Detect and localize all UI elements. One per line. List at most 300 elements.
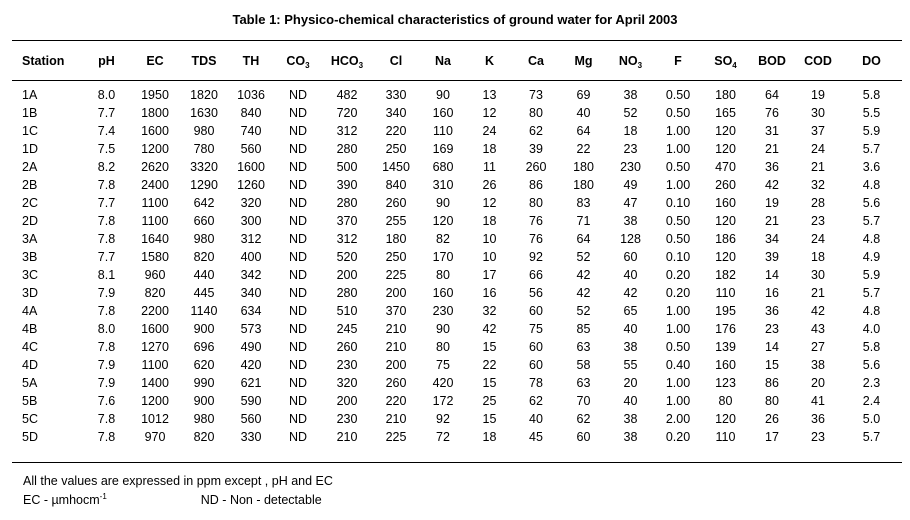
value-cell: 31 bbox=[765, 124, 779, 138]
value-cell: 120 bbox=[715, 142, 736, 156]
value-cell: ND bbox=[288, 358, 308, 372]
value-cell: 76 bbox=[529, 214, 543, 228]
value-cell: ND bbox=[288, 232, 308, 246]
value-cell: 176 bbox=[715, 322, 736, 336]
value-cell: 4.9 bbox=[862, 250, 881, 264]
station-cell: 5A bbox=[22, 376, 38, 390]
value-cell: 64 bbox=[576, 232, 591, 246]
value-cell: 5.6 bbox=[862, 196, 881, 210]
value-cell: 4.8 bbox=[862, 178, 881, 192]
value-cell: ND bbox=[288, 394, 308, 408]
value-cell: 62 bbox=[529, 394, 543, 408]
value-cell: 7.4 bbox=[97, 124, 116, 138]
value-cell: 71 bbox=[576, 214, 591, 228]
value-cell: 720 bbox=[336, 106, 358, 120]
value-cell: 19 bbox=[765, 196, 779, 210]
value-cell: 900 bbox=[193, 322, 215, 336]
value-cell: 1800 bbox=[141, 106, 169, 120]
value-cell: 342 bbox=[240, 268, 262, 282]
value-cell: 120 bbox=[715, 412, 736, 426]
value-cell: 230 bbox=[336, 412, 358, 426]
value-cell: 1200 bbox=[141, 394, 169, 408]
value-cell: ND bbox=[288, 250, 308, 264]
value-cell: 245 bbox=[336, 322, 358, 336]
value-cell: 182 bbox=[715, 268, 736, 282]
value-cell: 80 bbox=[529, 106, 543, 120]
value-cell: 38 bbox=[623, 412, 638, 426]
value-cell: 65 bbox=[623, 304, 638, 318]
value-cell: 160 bbox=[432, 106, 454, 120]
value-cell: 0.40 bbox=[665, 358, 691, 372]
value-cell: 160 bbox=[715, 358, 736, 372]
value-cell: 312 bbox=[240, 232, 262, 246]
value-cell: 470 bbox=[715, 160, 736, 174]
value-cell: 186 bbox=[715, 232, 736, 246]
value-cell: 5.7 bbox=[862, 142, 881, 156]
value-cell: 230 bbox=[432, 304, 454, 318]
value-cell: 10 bbox=[482, 232, 497, 246]
station-cell: 3B bbox=[22, 250, 38, 264]
table-row bbox=[12, 158, 902, 176]
column-header: Mg bbox=[574, 54, 593, 68]
value-cell: 210 bbox=[336, 430, 358, 444]
value-cell: 560 bbox=[240, 142, 262, 156]
value-cell: 76 bbox=[765, 106, 779, 120]
value-cell: 60 bbox=[529, 358, 543, 372]
header-rule bbox=[12, 80, 902, 81]
value-cell: 340 bbox=[385, 106, 407, 120]
value-cell: 740 bbox=[240, 124, 262, 138]
value-cell: ND bbox=[288, 160, 308, 174]
value-cell: 76 bbox=[529, 232, 543, 246]
value-cell: 60 bbox=[529, 340, 543, 354]
value-cell: 210 bbox=[385, 322, 407, 336]
station-cell: 1B bbox=[22, 106, 38, 120]
bottom-rule bbox=[12, 462, 902, 463]
value-cell: 15 bbox=[482, 376, 497, 390]
value-cell: 7.8 bbox=[97, 178, 116, 192]
value-cell: 7.8 bbox=[97, 412, 116, 426]
value-cell: 40 bbox=[529, 412, 543, 426]
column-header: COD bbox=[804, 54, 832, 68]
column-header: $SO_4$ bbox=[714, 54, 737, 70]
value-cell: 23 bbox=[811, 430, 825, 444]
value-cell: 1.00 bbox=[665, 394, 691, 408]
value-cell: 7.9 bbox=[97, 376, 116, 390]
value-cell: 21 bbox=[811, 160, 825, 174]
value-cell: 7.6 bbox=[97, 394, 116, 408]
value-cell: 400 bbox=[240, 250, 262, 264]
value-cell: 5.7 bbox=[862, 430, 881, 444]
value-cell: 5.8 bbox=[862, 88, 881, 102]
station-cell: 1A bbox=[22, 88, 38, 102]
value-cell: 230 bbox=[620, 160, 641, 174]
value-cell: 180 bbox=[573, 178, 594, 192]
value-cell: 170 bbox=[432, 250, 454, 264]
value-cell: 90 bbox=[436, 322, 450, 336]
value-cell: 27 bbox=[811, 340, 825, 354]
value-cell: 75 bbox=[529, 322, 543, 336]
value-cell: 0.20 bbox=[665, 430, 691, 444]
station-cell: 5B bbox=[22, 394, 38, 408]
value-cell: 62 bbox=[576, 412, 591, 426]
value-cell: 260 bbox=[385, 376, 407, 390]
value-cell: 370 bbox=[385, 304, 407, 318]
value-cell: 39 bbox=[529, 142, 543, 156]
value-cell: 820 bbox=[193, 250, 215, 264]
value-cell: 120 bbox=[715, 214, 736, 228]
value-cell: 180 bbox=[385, 232, 407, 246]
value-cell: 440 bbox=[193, 268, 215, 282]
footnote-ec-unit: EC - µmhocm$^{-1}$ bbox=[23, 492, 107, 507]
column-header: DO bbox=[862, 54, 881, 68]
station-cell: 5D bbox=[22, 430, 38, 444]
value-cell: 840 bbox=[240, 106, 262, 120]
value-cell: 2.00 bbox=[665, 412, 691, 426]
value-cell: 8.2 bbox=[97, 160, 116, 174]
value-cell: 17 bbox=[765, 430, 779, 444]
value-cell: 0.50 bbox=[665, 340, 691, 354]
value-cell: 1100 bbox=[141, 214, 169, 228]
value-cell: 900 bbox=[193, 394, 215, 408]
value-cell: 5.9 bbox=[862, 268, 881, 282]
value-cell: 621 bbox=[240, 376, 262, 390]
value-cell: 0.50 bbox=[665, 88, 691, 102]
value-cell: 0.50 bbox=[665, 214, 691, 228]
value-cell: 19 bbox=[811, 88, 825, 102]
value-cell: 28 bbox=[811, 196, 825, 210]
value-cell: 225 bbox=[385, 268, 407, 282]
value-cell: 250 bbox=[385, 250, 407, 264]
value-cell: 62 bbox=[529, 124, 543, 138]
value-cell: 7.5 bbox=[97, 142, 116, 156]
station-cell: 4C bbox=[22, 340, 38, 354]
value-cell: 73 bbox=[529, 88, 543, 102]
value-cell: 1580 bbox=[141, 250, 169, 264]
value-cell: 16 bbox=[482, 286, 497, 300]
value-cell: 20 bbox=[811, 376, 825, 390]
value-cell: ND bbox=[288, 376, 308, 390]
value-cell: 590 bbox=[240, 394, 262, 408]
value-cell: 32 bbox=[482, 304, 497, 318]
value-cell: 22 bbox=[482, 358, 497, 372]
value-cell: 560 bbox=[240, 412, 262, 426]
value-cell: 8.0 bbox=[97, 322, 116, 336]
value-cell: 24 bbox=[482, 124, 497, 138]
value-cell: 10 bbox=[482, 250, 497, 264]
table-row bbox=[12, 356, 902, 374]
value-cell: 960 bbox=[144, 268, 166, 282]
value-cell: 1270 bbox=[141, 340, 169, 354]
value-cell: 280 bbox=[336, 286, 358, 300]
value-cell: 160 bbox=[432, 286, 454, 300]
column-header: BOD bbox=[758, 54, 786, 68]
column-header: Cl bbox=[389, 54, 403, 68]
value-cell: 13 bbox=[482, 88, 497, 102]
table-row bbox=[12, 212, 902, 230]
value-cell: 980 bbox=[193, 124, 215, 138]
value-cell: 1640 bbox=[141, 232, 169, 246]
value-cell: 225 bbox=[385, 430, 407, 444]
value-cell: ND bbox=[288, 412, 308, 426]
value-cell: ND bbox=[288, 430, 308, 444]
value-cell: 43 bbox=[811, 322, 825, 336]
value-cell: 980 bbox=[193, 232, 215, 246]
value-cell: 60 bbox=[576, 430, 591, 444]
value-cell: 55 bbox=[623, 358, 638, 372]
table-row bbox=[12, 338, 902, 356]
value-cell: 1.00 bbox=[665, 142, 691, 156]
station-cell: 1D bbox=[22, 142, 38, 156]
value-cell: 2620 bbox=[141, 160, 169, 174]
value-cell: 34 bbox=[765, 232, 779, 246]
value-cell: 38 bbox=[623, 214, 638, 228]
value-cell: 49 bbox=[623, 178, 638, 192]
value-cell: ND bbox=[288, 268, 308, 282]
value-cell: 80 bbox=[436, 268, 450, 282]
table-row bbox=[12, 302, 902, 320]
value-cell: ND bbox=[288, 214, 308, 228]
table-row bbox=[12, 320, 902, 338]
value-cell: 12 bbox=[482, 106, 497, 120]
value-cell: 620 bbox=[193, 358, 215, 372]
value-cell: 210 bbox=[385, 340, 407, 354]
station-cell: 2C bbox=[22, 196, 38, 210]
value-cell: 32 bbox=[811, 178, 825, 192]
value-cell: 820 bbox=[193, 430, 215, 444]
value-cell: 3.6 bbox=[862, 160, 881, 174]
value-cell: 2400 bbox=[141, 178, 169, 192]
value-cell: 990 bbox=[193, 376, 215, 390]
value-cell: ND bbox=[288, 178, 308, 192]
value-cell: 39 bbox=[765, 250, 779, 264]
value-cell: 63 bbox=[576, 340, 591, 354]
value-cell: 7.8 bbox=[97, 232, 116, 246]
station-cell: 5C bbox=[22, 412, 38, 426]
value-cell: 500 bbox=[336, 160, 358, 174]
value-cell: 42 bbox=[482, 322, 497, 336]
table-row bbox=[12, 176, 902, 194]
value-cell: 92 bbox=[436, 412, 450, 426]
value-cell: 110 bbox=[715, 430, 736, 444]
value-cell: 250 bbox=[385, 142, 407, 156]
value-cell: 180 bbox=[715, 88, 736, 102]
value-cell: 0.10 bbox=[665, 250, 691, 264]
value-cell: 1260 bbox=[237, 178, 265, 192]
value-cell: 310 bbox=[432, 178, 454, 192]
value-cell: 7.8 bbox=[97, 304, 116, 318]
value-cell: 7.8 bbox=[97, 430, 116, 444]
value-cell: 52 bbox=[576, 304, 591, 318]
value-cell: 3320 bbox=[190, 160, 218, 174]
value-cell: 120 bbox=[432, 214, 454, 228]
value-cell: 1950 bbox=[141, 88, 169, 102]
value-cell: 56 bbox=[529, 286, 543, 300]
value-cell: 14 bbox=[765, 268, 779, 282]
value-cell: 210 bbox=[385, 412, 407, 426]
value-cell: 255 bbox=[385, 214, 407, 228]
value-cell: 72 bbox=[436, 430, 450, 444]
value-cell: 24 bbox=[811, 232, 825, 246]
value-cell: 86 bbox=[765, 376, 779, 390]
station-cell: 1C bbox=[22, 124, 38, 138]
column-header: Na bbox=[435, 54, 451, 68]
value-cell: 47 bbox=[623, 196, 638, 210]
value-cell: 1.00 bbox=[665, 124, 691, 138]
table-row bbox=[12, 248, 902, 266]
value-cell: 8.0 bbox=[97, 88, 116, 102]
footnote-nd-definition: ND - Non - detectable bbox=[200, 493, 322, 507]
value-cell: 0.20 bbox=[665, 268, 691, 282]
value-cell: 18 bbox=[811, 250, 825, 264]
value-cell: 23 bbox=[811, 214, 825, 228]
value-cell: 90 bbox=[436, 196, 450, 210]
value-cell: ND bbox=[288, 340, 308, 354]
value-cell: 18 bbox=[623, 124, 638, 138]
value-cell: 92 bbox=[529, 250, 543, 264]
value-cell: 15 bbox=[482, 412, 497, 426]
value-cell: 1200 bbox=[141, 142, 169, 156]
column-header: K bbox=[484, 54, 495, 68]
value-cell: 320 bbox=[336, 376, 358, 390]
value-cell: 60 bbox=[623, 250, 638, 264]
value-cell: 78 bbox=[529, 376, 543, 390]
value-cell: 195 bbox=[715, 304, 736, 318]
value-cell: 573 bbox=[240, 322, 262, 336]
value-cell: 4.8 bbox=[862, 304, 881, 318]
value-cell: 7.9 bbox=[97, 286, 116, 300]
footnote-units: All the values are expressed in ppm except , pH and EC bbox=[23, 474, 333, 488]
column-header: pH bbox=[98, 54, 115, 68]
value-cell: 1820 bbox=[190, 88, 218, 102]
value-cell: 420 bbox=[432, 376, 454, 390]
value-cell: 1036 bbox=[237, 88, 265, 102]
value-cell: 21 bbox=[765, 214, 779, 228]
value-cell: 80 bbox=[529, 196, 543, 210]
value-cell: 2.4 bbox=[862, 394, 881, 408]
table-row bbox=[12, 104, 902, 122]
value-cell: 23 bbox=[623, 142, 638, 156]
value-cell: 11 bbox=[483, 160, 496, 174]
value-cell: 38 bbox=[623, 88, 638, 102]
value-cell: 330 bbox=[240, 430, 262, 444]
value-cell: 169 bbox=[432, 142, 454, 156]
value-cell: 5.7 bbox=[862, 214, 881, 228]
value-cell: 38 bbox=[811, 358, 825, 372]
value-cell: 0.50 bbox=[665, 106, 691, 120]
value-cell: 660 bbox=[193, 214, 215, 228]
value-cell: 5.0 bbox=[862, 412, 881, 426]
value-cell: 30 bbox=[811, 106, 825, 120]
value-cell: 38 bbox=[623, 340, 638, 354]
table-row bbox=[12, 428, 902, 446]
value-cell: 5.5 bbox=[862, 106, 881, 120]
value-cell: 17 bbox=[482, 268, 497, 282]
value-cell: 45 bbox=[529, 430, 543, 444]
value-cell: 510 bbox=[336, 304, 358, 318]
value-cell: 260 bbox=[525, 160, 547, 174]
value-cell: 1630 bbox=[190, 106, 218, 120]
value-cell: 25 bbox=[482, 394, 497, 408]
value-cell: 83 bbox=[576, 196, 591, 210]
value-cell: 26 bbox=[482, 178, 497, 192]
value-cell: 52 bbox=[576, 250, 591, 264]
value-cell: 5.6 bbox=[862, 358, 881, 372]
value-cell: 110 bbox=[715, 286, 736, 300]
value-cell: 21 bbox=[765, 142, 779, 156]
value-cell: ND bbox=[288, 286, 308, 300]
value-cell: 200 bbox=[336, 394, 358, 408]
value-cell: 634 bbox=[240, 304, 262, 318]
value-cell: 390 bbox=[336, 178, 358, 192]
value-cell: 86 bbox=[529, 178, 543, 192]
table-row bbox=[12, 392, 902, 410]
value-cell: 1.00 bbox=[665, 178, 691, 192]
value-cell: 980 bbox=[193, 412, 215, 426]
table-row bbox=[12, 122, 902, 140]
value-cell: 520 bbox=[336, 250, 358, 264]
value-cell: 64 bbox=[765, 88, 779, 102]
value-cell: 7.8 bbox=[97, 214, 116, 228]
value-cell: 1600 bbox=[141, 124, 169, 138]
value-cell: ND bbox=[288, 322, 308, 336]
table-title: Table 1: Physico-chemical characteristics of ground water for April 2003 bbox=[232, 12, 678, 27]
value-cell: 0.10 bbox=[665, 196, 691, 210]
value-cell: 23 bbox=[765, 322, 779, 336]
value-cell: 66 bbox=[529, 268, 543, 282]
value-cell: 7.8 bbox=[97, 340, 116, 354]
value-cell: 260 bbox=[385, 196, 407, 210]
value-cell: 42 bbox=[765, 178, 779, 192]
value-cell: 840 bbox=[385, 178, 407, 192]
value-cell: 38 bbox=[623, 430, 638, 444]
value-cell: 120 bbox=[715, 250, 736, 264]
value-cell: 40 bbox=[623, 268, 638, 282]
table-row bbox=[12, 230, 902, 248]
value-cell: ND bbox=[288, 106, 308, 120]
value-cell: 15 bbox=[765, 358, 779, 372]
value-cell: 52 bbox=[623, 106, 638, 120]
value-cell: 1140 bbox=[190, 304, 218, 318]
value-cell: 24 bbox=[811, 142, 825, 156]
value-cell: 40 bbox=[623, 394, 638, 408]
station-cell: 4D bbox=[22, 358, 38, 372]
value-cell: 780 bbox=[193, 142, 215, 156]
value-cell: 160 bbox=[715, 196, 736, 210]
value-cell: 26 bbox=[765, 412, 779, 426]
value-cell: 230 bbox=[336, 358, 358, 372]
value-cell: 1.00 bbox=[665, 376, 691, 390]
value-cell: 42 bbox=[576, 268, 591, 282]
station-cell: 4B bbox=[22, 322, 38, 336]
value-cell: 110 bbox=[433, 124, 453, 138]
value-cell: 18 bbox=[482, 142, 497, 156]
column-header: TDS bbox=[191, 54, 217, 68]
value-cell: 165 bbox=[715, 106, 736, 120]
value-cell: 1100 bbox=[141, 196, 169, 210]
value-cell: 60 bbox=[529, 304, 543, 318]
value-cell: 75 bbox=[436, 358, 450, 372]
value-cell: 82 bbox=[436, 232, 450, 246]
table-row bbox=[12, 266, 902, 284]
column-header: $HCO_3$ bbox=[330, 54, 364, 70]
value-cell: 1600 bbox=[141, 322, 169, 336]
value-cell: ND bbox=[288, 196, 308, 210]
value-cell: 70 bbox=[576, 394, 591, 408]
value-cell: 7.7 bbox=[97, 250, 116, 264]
station-cell: 3C bbox=[22, 268, 38, 282]
value-cell: 5.7 bbox=[862, 286, 881, 300]
